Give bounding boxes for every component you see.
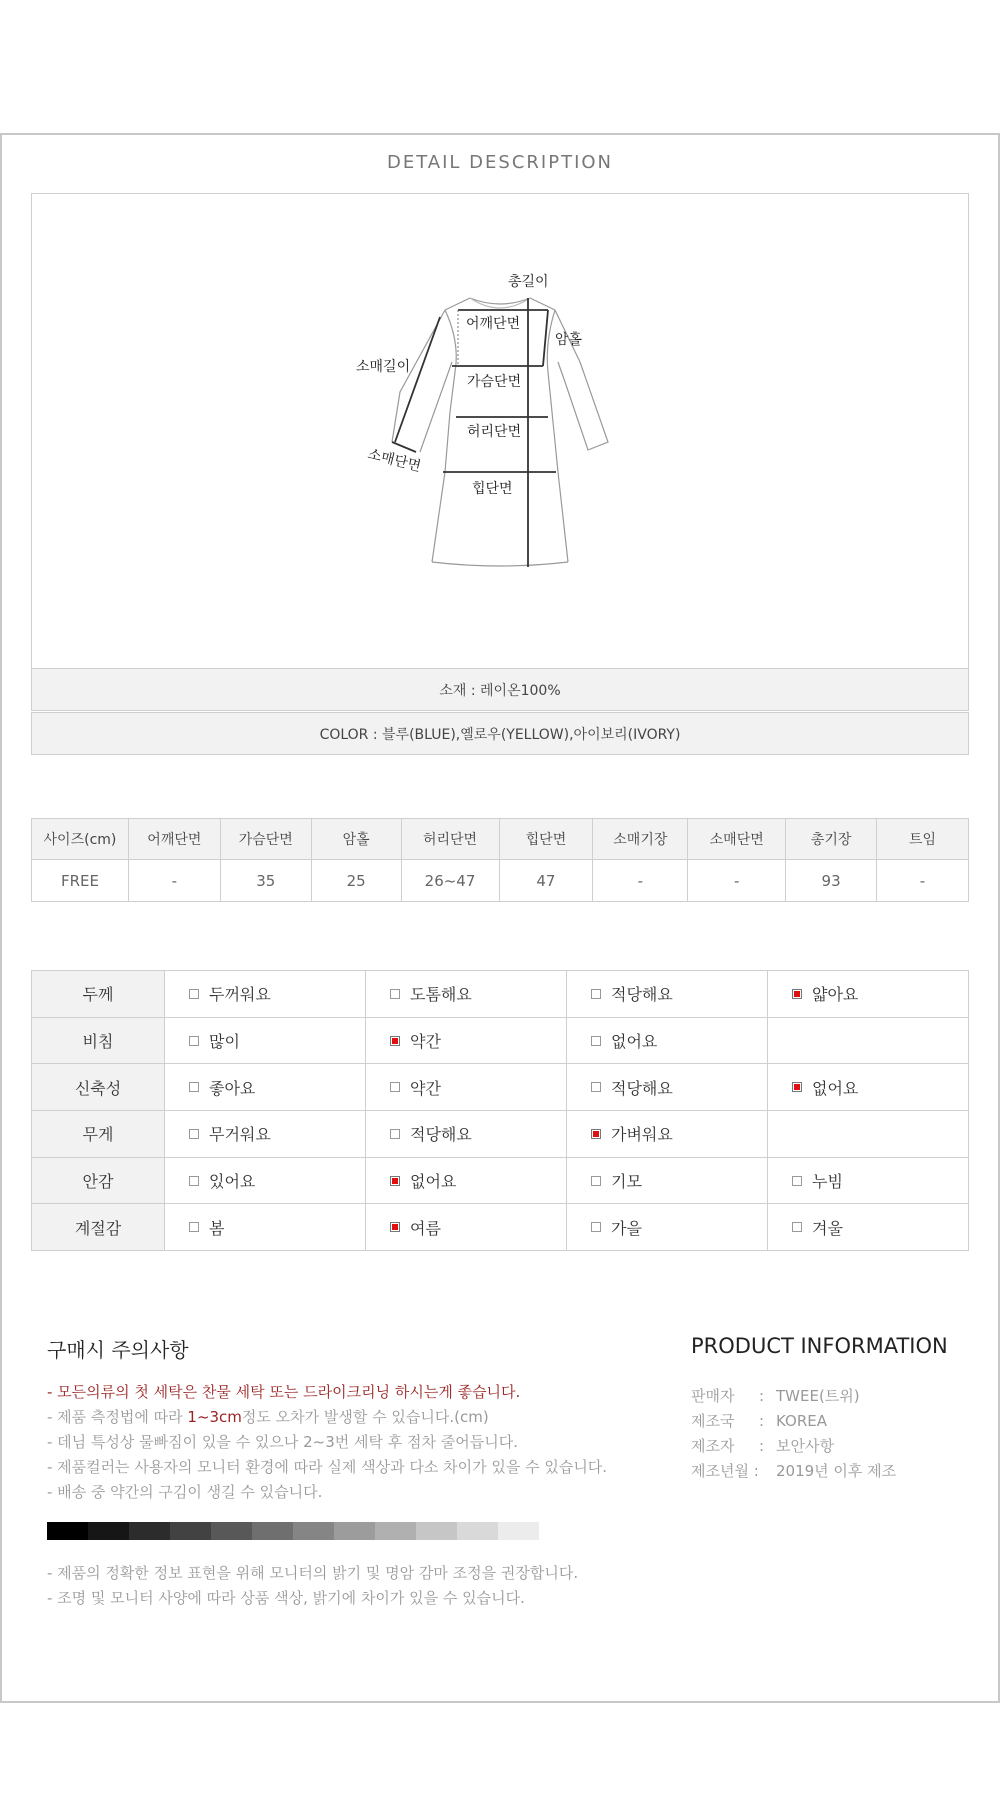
label-chest: 가슴단면 <box>467 374 522 390</box>
feature-option-text: 많이 <box>209 1032 240 1052</box>
product-info-key: 판매자 <box>691 1387 735 1405</box>
notice-item: - 조명 및 모니터 사양에 따라 상품 색상, 밝기에 차이가 있을 수 있습니다. <box>47 1589 525 1607</box>
label-waist: 허리단면 <box>467 424 522 440</box>
checkbox-icon <box>189 1222 199 1232</box>
feature-option <box>366 1157 567 1204</box>
material-text: 소재 : 레이온100% <box>439 682 561 699</box>
feature-label: 안감 <box>32 1157 165 1204</box>
feature-option-text: 가벼워요 <box>611 1125 673 1145</box>
grayscale-bar <box>47 1522 539 1540</box>
feature-table <box>31 970 969 1251</box>
product-info-row: 제조자 : 보안사항 <box>691 1434 896 1459</box>
feature-option-text: 없어요 <box>812 1078 859 1098</box>
feature-option <box>567 1157 768 1204</box>
feature-option <box>165 1204 366 1251</box>
size-header: 어깨단면 <box>128 819 220 860</box>
feature-option <box>567 1017 768 1064</box>
label-sleeve-length: 소매길이 <box>356 359 411 375</box>
feature-label: 계절감 <box>32 1204 165 1251</box>
dress-measurement-diagram <box>350 262 630 592</box>
checkbox-icon <box>390 1082 400 1092</box>
feature-option-text: 있어요 <box>209 1172 256 1192</box>
checkbox-icon <box>390 989 400 999</box>
gray-swatch <box>47 1522 88 1540</box>
table-row <box>32 1204 969 1251</box>
product-info-key: 제조국 <box>691 1412 735 1430</box>
size-cell: 35 <box>220 860 311 902</box>
feature-option <box>567 1204 768 1251</box>
color-row <box>31 712 969 755</box>
feature-option <box>366 971 567 1018</box>
gray-swatch <box>293 1522 334 1540</box>
product-info-value: KOREA <box>776 1412 827 1430</box>
product-information-list <box>691 1384 896 1484</box>
feature-option <box>165 971 366 1018</box>
feature-option <box>567 971 768 1018</box>
feature-option <box>366 1064 567 1111</box>
gray-swatch <box>334 1522 375 1540</box>
size-cell: FREE <box>32 860 129 902</box>
size-header: 허리단면 <box>401 819 499 860</box>
feature-label: 두께 <box>32 971 165 1018</box>
size-cell: - <box>128 860 220 902</box>
detail-description-title: DETAIL DESCRIPTION <box>386 152 614 173</box>
feature-option <box>768 1157 969 1204</box>
feature-option-text: 누빔 <box>812 1172 843 1192</box>
product-info-row: 제조국 : KOREA <box>691 1409 896 1434</box>
notice-item: - 제품컬러는 사용자의 모니터 환경에 따라 실제 색상과 다소 차이가 있을 수 있습니다. <box>47 1458 608 1476</box>
checkbox-icon <box>189 1176 199 1186</box>
size-header: 힙단면 <box>499 819 593 860</box>
gray-swatch <box>211 1522 252 1540</box>
label-total-length: 총길이 <box>508 274 549 290</box>
feature-option-text: 적당해요 <box>611 985 673 1005</box>
checkbox-icon <box>792 1222 802 1232</box>
size-header: 트임 <box>877 819 969 860</box>
notice-item: - 데님 특성상 물빠짐이 있을 수 있으나 2~3번 세탁 후 점차 줄어듭니다. <box>47 1433 519 1451</box>
gray-swatch <box>457 1522 498 1540</box>
feature-option <box>567 1111 768 1158</box>
notice-item: - 배송 중 약간의 구김이 생길 수 있습니다. <box>47 1483 323 1501</box>
feature-label: 신축성 <box>32 1064 165 1111</box>
feature-option-text: 없어요 <box>410 1172 457 1192</box>
product-information-title: PRODUCT INFORMATION <box>691 1334 948 1358</box>
feature-option-text: 기모 <box>611 1172 642 1192</box>
feature-option <box>768 1204 969 1251</box>
size-header: 총기장 <box>786 819 877 860</box>
checkbox-icon <box>591 1222 601 1232</box>
gray-swatch <box>375 1522 416 1540</box>
checkbox-icon <box>189 1036 199 1046</box>
table-row <box>32 971 969 1018</box>
checkbox-icon <box>189 989 199 999</box>
checked-checkbox-icon <box>591 1129 601 1139</box>
table-row <box>32 1017 969 1064</box>
size-header: 가슴단면 <box>220 819 311 860</box>
feature-option <box>165 1157 366 1204</box>
checkbox-icon <box>189 1129 199 1139</box>
feature-option-text: 봄 <box>209 1218 225 1238</box>
size-cell: 25 <box>311 860 401 902</box>
feature-option-text: 좋아요 <box>209 1078 256 1098</box>
table-row <box>32 1111 969 1158</box>
gray-swatch <box>88 1522 129 1540</box>
monitor-notice-list <box>47 1561 578 1611</box>
feature-option-text: 약간 <box>410 1032 441 1052</box>
product-info-key: 제조년월 : <box>691 1462 759 1480</box>
notice-item: - 모든의류의 첫 세탁은 찬물 세탁 또는 드라이크리닝 하시는게 좋습니다. <box>47 1383 521 1401</box>
size-cell: - <box>593 860 688 902</box>
feature-option-text: 무거워요 <box>209 1125 271 1145</box>
feature-option <box>165 1017 366 1064</box>
gray-swatch <box>129 1522 170 1540</box>
feature-option-text: 가을 <box>611 1218 642 1238</box>
product-info-row: 판매자 : TWEE(트위) <box>691 1384 896 1409</box>
checkbox-icon <box>792 1176 802 1186</box>
product-info-value: 2019년 이후 제조 <box>776 1462 897 1480</box>
feature-option-text: 약간 <box>410 1078 441 1098</box>
size-table <box>31 818 969 902</box>
feature-option-text: 적당해요 <box>410 1125 472 1145</box>
empty-cell <box>768 1017 969 1064</box>
feature-option <box>165 1111 366 1158</box>
notice-item: - 제품 측정법에 따라 1~3cm정도 오차가 발생할 수 있습니다.(cm) <box>47 1408 489 1426</box>
size-header: 암홀 <box>311 819 401 860</box>
color-text: COLOR : 블루(BLUE),옐로우(YELLOW),아이보리(IVORY) <box>319 726 681 743</box>
size-header: 사이즈(cm) <box>32 819 129 860</box>
feature-option <box>165 1064 366 1111</box>
size-table-header <box>32 819 969 860</box>
feature-option <box>366 1204 567 1251</box>
feature-label: 무게 <box>32 1111 165 1158</box>
size-cell: - <box>688 860 786 902</box>
size-header: 소매단면 <box>688 819 786 860</box>
feature-option-text: 여름 <box>410 1218 441 1238</box>
label-armhole: 암홀 <box>555 332 583 348</box>
empty-cell <box>768 1111 969 1158</box>
checkbox-icon <box>390 1129 400 1139</box>
feature-option <box>567 1064 768 1111</box>
size-cell: 93 <box>786 860 877 902</box>
gray-swatch <box>416 1522 457 1540</box>
checked-checkbox-icon <box>390 1036 400 1046</box>
material-row <box>31 668 969 711</box>
feature-option <box>768 971 969 1018</box>
checked-checkbox-icon <box>390 1176 400 1186</box>
notice-item: - 제품의 정확한 정보 표현을 위해 모니터의 밝기 및 명암 감마 조정을 권장합니다. <box>47 1564 579 1582</box>
size-cell: 26~47 <box>401 860 499 902</box>
label-shoulder: 어깨단면 <box>466 316 521 332</box>
feature-option <box>366 1017 567 1064</box>
purchase-notice-title: 구매시 주의사항 <box>47 1338 189 1362</box>
label-sleeve-width: 소매단면 <box>366 446 423 475</box>
checkbox-icon <box>189 1082 199 1092</box>
checked-checkbox-icon <box>390 1222 400 1232</box>
size-cell: 47 <box>499 860 593 902</box>
feature-label: 비침 <box>32 1017 165 1064</box>
product-info-row <box>691 1459 896 1484</box>
feature-option-text: 두꺼워요 <box>209 985 271 1005</box>
product-info-value: TWEE(트위) <box>776 1387 860 1405</box>
feature-option-text: 도톰해요 <box>410 985 472 1005</box>
gray-swatch <box>170 1522 211 1540</box>
gray-swatch <box>498 1522 539 1540</box>
checked-checkbox-icon <box>792 1082 802 1092</box>
table-row <box>32 860 969 902</box>
feature-option-text: 얇아요 <box>812 985 859 1005</box>
checkbox-icon <box>591 1082 601 1092</box>
size-header: 소매기장 <box>593 819 688 860</box>
label-hip: 힙단면 <box>472 481 513 497</box>
feature-option <box>768 1064 969 1111</box>
product-info-key: 제조자 <box>691 1437 735 1455</box>
feature-option <box>366 1111 567 1158</box>
feature-option-text: 겨울 <box>812 1218 843 1238</box>
product-info-value: 보안사항 <box>776 1437 834 1455</box>
notice-highlight: 1~3cm <box>187 1408 242 1426</box>
feature-option-text: 없어요 <box>611 1032 658 1052</box>
checked-checkbox-icon <box>792 989 802 999</box>
table-row <box>32 1157 969 1204</box>
purchase-notice-list <box>47 1380 607 1505</box>
checkbox-icon <box>591 1036 601 1046</box>
checkbox-icon <box>591 989 601 999</box>
size-cell: - <box>877 860 969 902</box>
gray-swatch <box>252 1522 293 1540</box>
feature-option-text: 적당해요 <box>611 1078 673 1098</box>
table-row <box>32 1064 969 1111</box>
checkbox-icon <box>591 1176 601 1186</box>
